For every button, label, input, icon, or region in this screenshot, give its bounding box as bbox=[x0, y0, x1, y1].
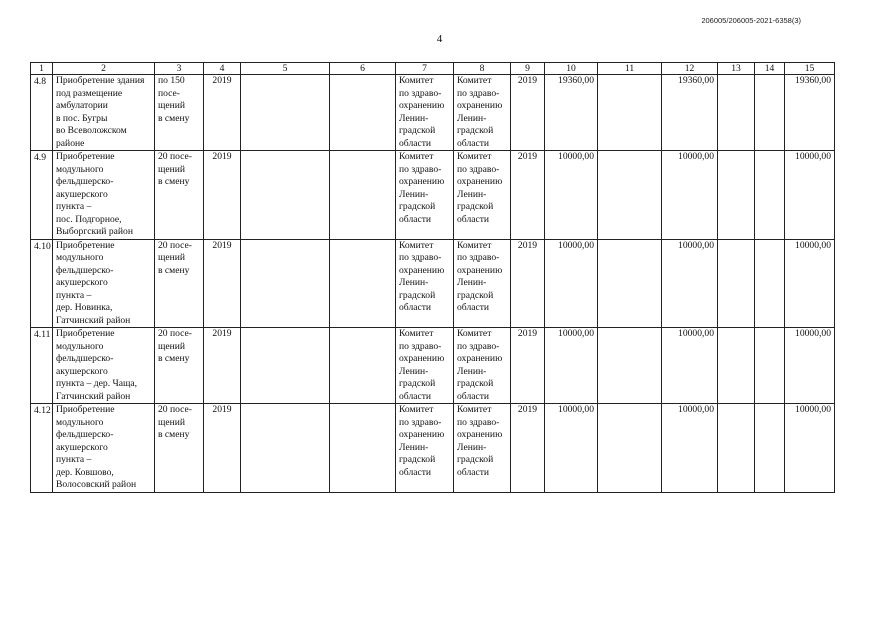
column-header: 9 bbox=[511, 63, 545, 75]
column-header: 6 bbox=[330, 63, 396, 75]
cell-col8: Комитет по здраво- охранению Ленин- градской области bbox=[454, 151, 511, 240]
item-capacity: 20 посе- щений в смену bbox=[155, 151, 204, 240]
cell-col10: 10000,00 bbox=[545, 151, 598, 240]
cell-col13 bbox=[718, 75, 755, 151]
table-row bbox=[31, 151, 835, 240]
cell-col11 bbox=[598, 328, 662, 404]
cell-col15: 10000,00 bbox=[785, 239, 835, 328]
column-header: 3 bbox=[155, 63, 204, 75]
cell-col14 bbox=[755, 404, 785, 493]
page-number: 4 bbox=[436, 33, 443, 45]
column-header: 10 bbox=[545, 63, 598, 75]
cell-col14 bbox=[755, 151, 785, 240]
cell-col8: Комитет по здраво- охранению Ленин- градской области bbox=[454, 75, 511, 151]
cell-col9: 2019 bbox=[511, 328, 545, 404]
cell-col13 bbox=[718, 239, 755, 328]
cell-col5 bbox=[241, 75, 330, 151]
item-year: 2019 bbox=[204, 75, 241, 151]
cell-col12: 10000,00 bbox=[662, 328, 718, 404]
cell-col6 bbox=[330, 239, 396, 328]
data-table bbox=[30, 62, 835, 493]
item-year: 2019 bbox=[204, 151, 241, 240]
item-name: Приобретение модульного фельдшерско- акушерского пункта – дер. Ковшово, Волосовский район bbox=[53, 404, 155, 493]
item-capacity: 20 посе- щений в смену bbox=[155, 404, 204, 493]
column-header: 2 bbox=[53, 63, 155, 75]
column-header: 5 bbox=[241, 63, 330, 75]
item-year: 2019 bbox=[204, 328, 241, 404]
cell-col14 bbox=[755, 328, 785, 404]
cell-col15: 10000,00 bbox=[785, 404, 835, 493]
row-number: 4.12 bbox=[31, 404, 53, 493]
cell-col8: Комитет по здраво- охранению Ленин- градской области bbox=[454, 239, 511, 328]
cell-col10: 10000,00 bbox=[545, 239, 598, 328]
item-name: Приобретение модульного фельдшерско- акушерского пункта – дер. Чаща, Гатчинский район bbox=[53, 328, 155, 404]
cell-col6 bbox=[330, 404, 396, 493]
cell-col14 bbox=[755, 239, 785, 328]
document-id: 206005/206005-2021-6358(3) bbox=[701, 16, 801, 25]
cell-col7: Комитет по здраво- охранению Ленин- градской области bbox=[396, 328, 454, 404]
column-header: 11 bbox=[598, 63, 662, 75]
cell-col15: 10000,00 bbox=[785, 151, 835, 240]
column-header: 14 bbox=[755, 63, 785, 75]
cell-col12: 10000,00 bbox=[662, 404, 718, 493]
cell-col8: Комитет по здраво- охранению Ленин- градской области bbox=[454, 404, 511, 493]
item-capacity: 20 посе- щений в смену bbox=[155, 239, 204, 328]
item-name: Приобретение здания под размещение амбулатории в пос. Бугры во Всеволожском районе bbox=[53, 75, 155, 151]
cell-col6 bbox=[330, 75, 396, 151]
cell-col11 bbox=[598, 404, 662, 493]
cell-col5 bbox=[241, 151, 330, 240]
column-header: 8 bbox=[454, 63, 511, 75]
cell-col7: Комитет по здраво- охранению Ленин- градской области bbox=[396, 75, 454, 151]
item-name: Приобретение модульного фельдшерско- акушерского пункта – пос. Подгорное, Выборгский район bbox=[53, 151, 155, 240]
column-header: 4 bbox=[204, 63, 241, 75]
cell-col12: 10000,00 bbox=[662, 151, 718, 240]
cell-col10: 10000,00 bbox=[545, 328, 598, 404]
column-header-row bbox=[31, 63, 835, 75]
column-header: 12 bbox=[662, 63, 718, 75]
cell-col5 bbox=[241, 239, 330, 328]
row-number: 4.8 bbox=[31, 75, 53, 151]
row-number: 4.10 bbox=[31, 239, 53, 328]
cell-col15: 10000,00 bbox=[785, 328, 835, 404]
cell-col15: 19360,00 bbox=[785, 75, 835, 151]
column-header: 15 bbox=[785, 63, 835, 75]
cell-col13 bbox=[718, 404, 755, 493]
cell-col7: Комитет по здраво- охранению Ленин- градской области bbox=[396, 151, 454, 240]
cell-col13 bbox=[718, 328, 755, 404]
table-row bbox=[31, 239, 835, 328]
cell-col14 bbox=[755, 75, 785, 151]
cell-col11 bbox=[598, 239, 662, 328]
item-capacity: по 150 посе- щений в смену bbox=[155, 75, 204, 151]
row-number: 4.11 bbox=[31, 328, 53, 404]
table-row bbox=[31, 404, 835, 493]
cell-col9: 2019 bbox=[511, 151, 545, 240]
table-row bbox=[31, 328, 835, 404]
cell-col12: 19360,00 bbox=[662, 75, 718, 151]
cell-col9: 2019 bbox=[511, 404, 545, 493]
item-name: Приобретение модульного фельдшерско- акушерского пункта – дер. Новинка, Гатчинский район bbox=[53, 239, 155, 328]
cell-col11 bbox=[598, 151, 662, 240]
cell-col12: 10000,00 bbox=[662, 239, 718, 328]
row-number: 4.9 bbox=[31, 151, 53, 240]
cell-col11 bbox=[598, 75, 662, 151]
cell-col6 bbox=[330, 151, 396, 240]
cell-col13 bbox=[718, 151, 755, 240]
cell-col10: 19360,00 bbox=[545, 75, 598, 151]
cell-col9: 2019 bbox=[511, 239, 545, 328]
column-header: 1 bbox=[31, 63, 53, 75]
cell-col5 bbox=[241, 404, 330, 493]
item-capacity: 20 посе- щений в смену bbox=[155, 328, 204, 404]
cell-col7: Комитет по здраво- охранению Ленин- градской области bbox=[396, 404, 454, 493]
column-header: 7 bbox=[396, 63, 454, 75]
cell-col5 bbox=[241, 328, 330, 404]
item-year: 2019 bbox=[204, 239, 241, 328]
cell-col6 bbox=[330, 328, 396, 404]
column-header: 13 bbox=[718, 63, 755, 75]
item-year: 2019 bbox=[204, 404, 241, 493]
cell-col10: 10000,00 bbox=[545, 404, 598, 493]
table-row bbox=[31, 75, 835, 151]
cell-col8: Комитет по здраво- охранению Ленин- градской области bbox=[454, 328, 511, 404]
cell-col9: 2019 bbox=[511, 75, 545, 151]
cell-col7: Комитет по здраво- охранению Ленин- градской области bbox=[396, 239, 454, 328]
